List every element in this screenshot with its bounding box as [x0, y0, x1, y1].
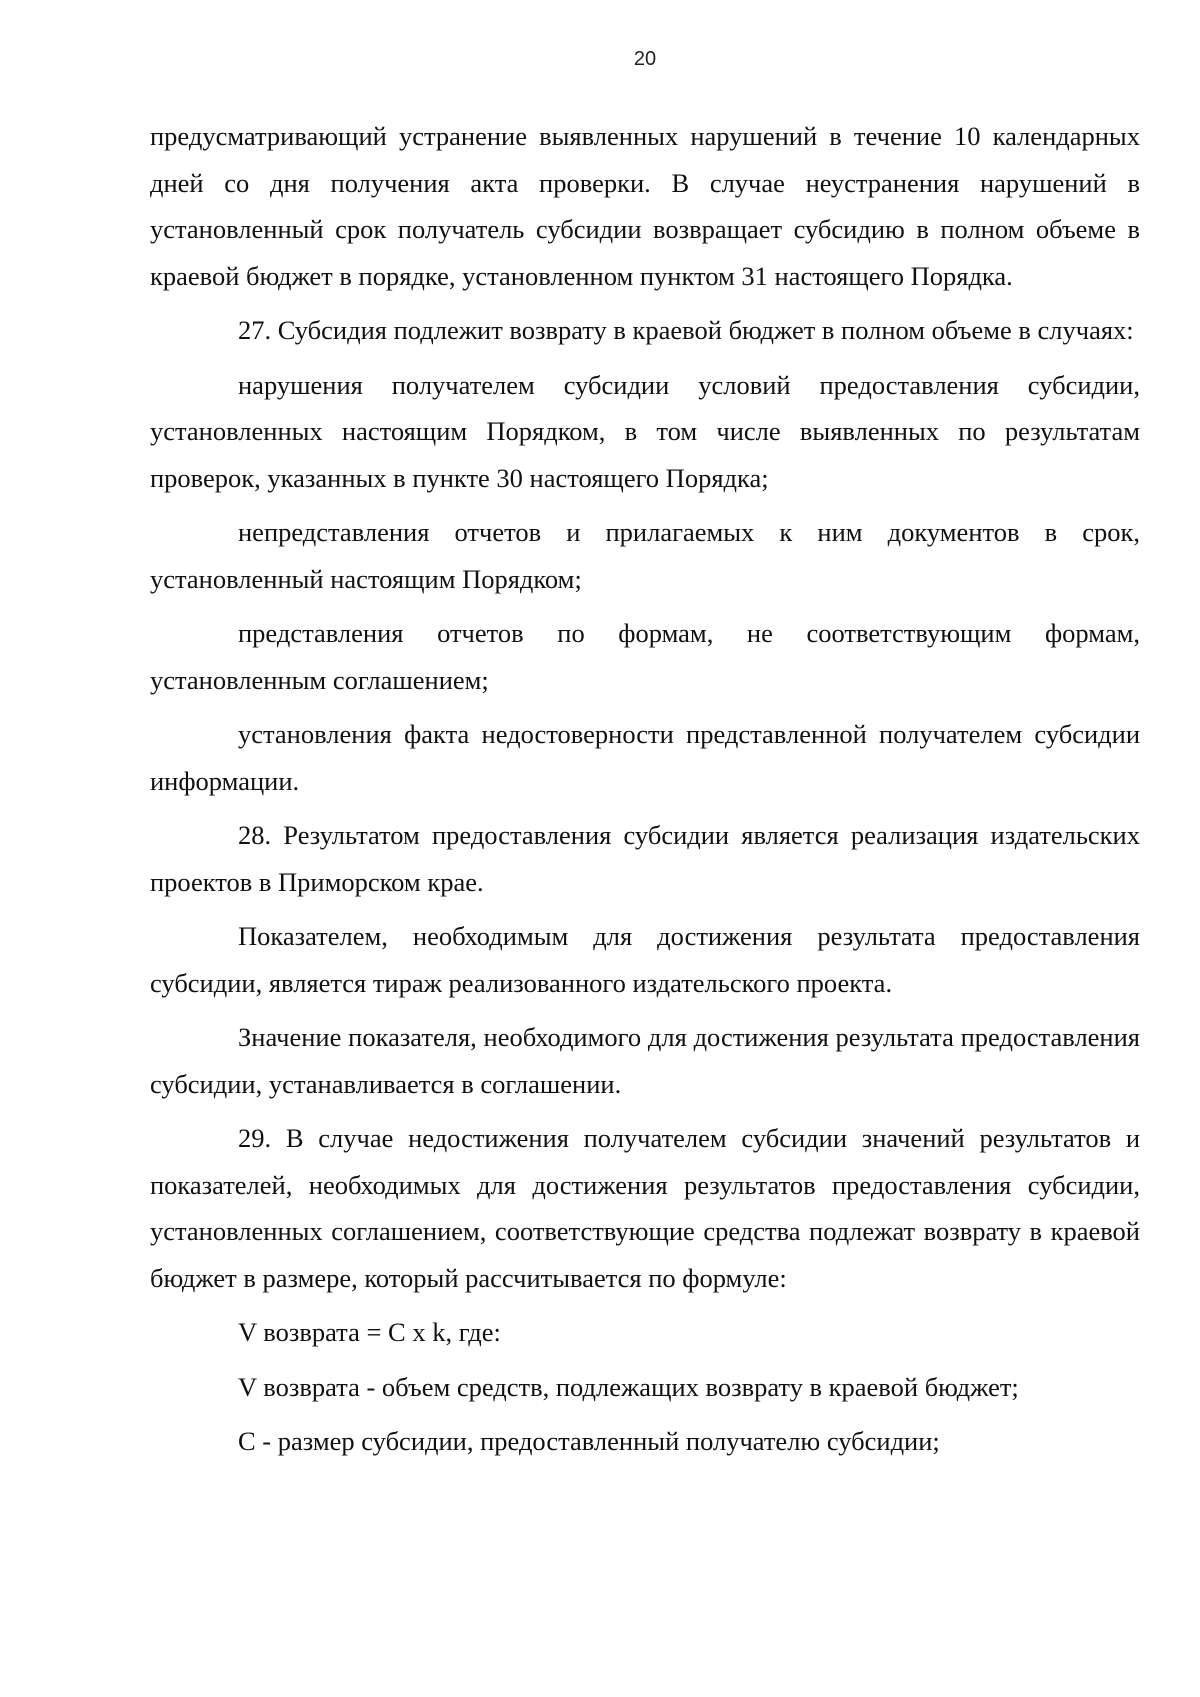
paragraph-case-false-info: установления факта недостоверности представленной получателем субсидии информации. — [150, 719, 1140, 796]
paragraph-item-29: 29. В случае недостижения получателем субсидии значений результатов и показателей, необходимых для достижения результатов предоставления субсидии, установленных соглашением, соответствующие средства подлежат возврату в краевой бюджет в размере, который рассчитывается по формуле: — [150, 1123, 1140, 1293]
paragraph-item-27: 27. Субсидия подлежит возврату в краевой бюджет в полном объеме в случаях: — [238, 315, 1134, 345]
paragraph-definition-v: V возврата - объем средств, подлежащих возврату в краевой бюджет; — [238, 1371, 1019, 1402]
document-body — [150, 113, 1140, 1473]
paragraph-continuation: предусматривающий устранение выявленных нарушений в течение 10 календарных дней со дня получения акта проверки. В случае неустранения нарушений в установленный срок получатель субсидии возвращает субсидию в полном объеме в краевой бюджет в порядке, установленном пунктом 31 настоящего Порядка. — [150, 121, 1140, 291]
paragraph-case-wrong-forms: представления отчетов по формам, не соответствующим формам, установленным соглашением; — [150, 618, 1140, 695]
paragraph-formula: V возврата = C x k, где: — [238, 1317, 501, 1347]
paragraph-definition-c: C - размер субсидии, предоставленный получателю субсидии; — [238, 1426, 940, 1456]
paragraph-case-no-reports: непредставления отчетов и прилагаемых к ним документов в срок, установленный настоящим Порядком; — [150, 517, 1140, 594]
paragraph-case-violation: нарушения получателем субсидии условий предоставления субсидии, установленных настоящим Порядком, в том числе выявленных по результатам проверок, указанных в пункте 30 настоящего Порядка; — [150, 369, 1140, 493]
page-number: 20 — [633, 48, 657, 70]
paragraph-indicator: Показателем, необходимым для достижения результата предоставления субсидии, является тираж реализованного издательского проекта. — [150, 921, 1140, 998]
paragraph-item-28: 28. Результатом предоставления субсидии является реализация издательских проектов в Приморском крае. — [150, 820, 1140, 897]
paragraph-indicator-value: Значение показателя, необходимого для достижения результата предоставления субсидии, устанавливается в соглашении. — [150, 1022, 1140, 1099]
